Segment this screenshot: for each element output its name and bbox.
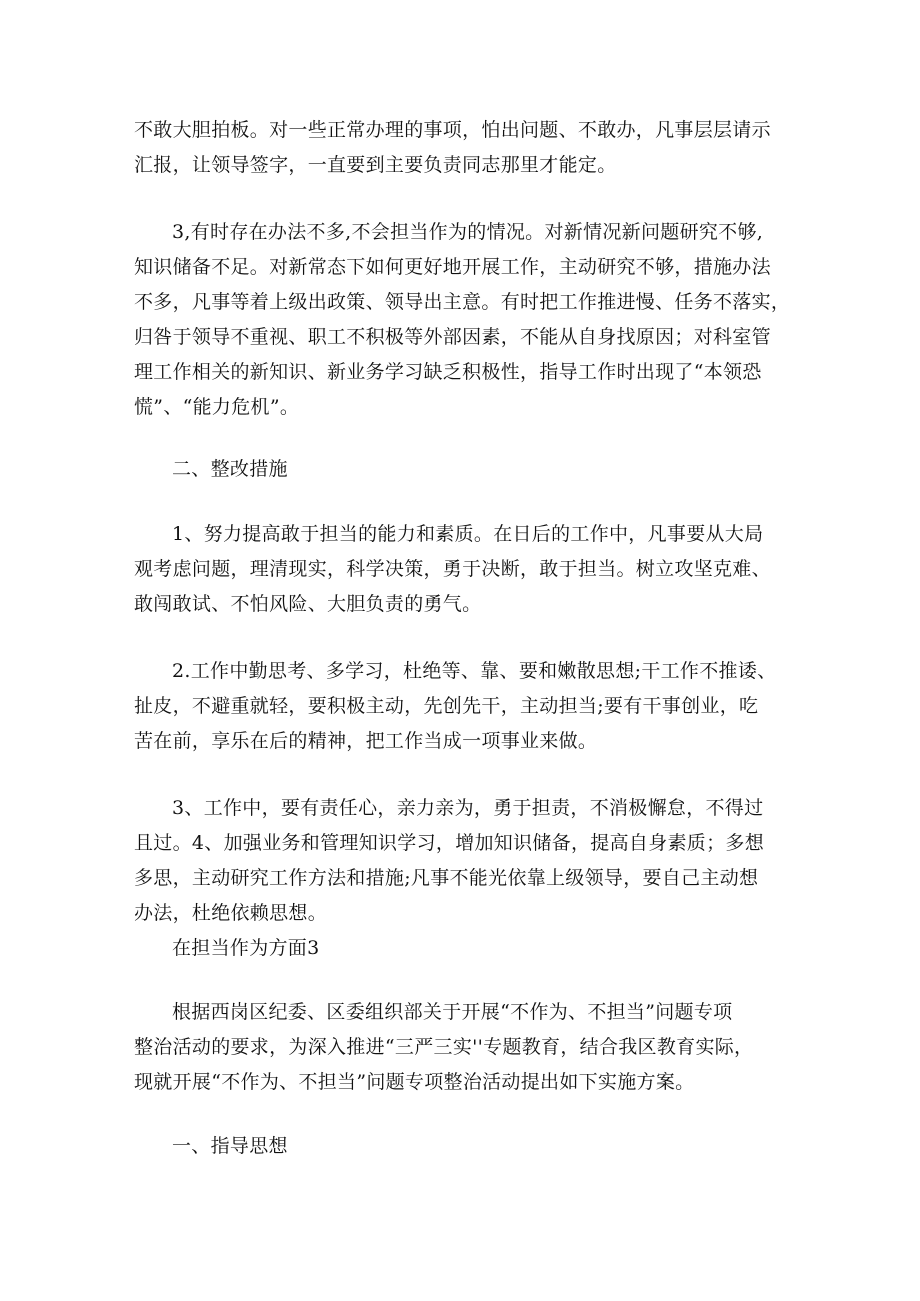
- paragraph-line: 办法，杜绝依赖思想。: [134, 902, 328, 924]
- paragraph-line: 3、工作中，要有责任心，亲力亲为，勇于担责，不消极懈怠，不得过: [172, 797, 764, 819]
- paragraph-line: 慌”、“能力危机”。: [134, 396, 300, 418]
- paragraph-line: 2.工作中勤思考、多学习，杜绝等、靠、要和嫩散思想;干工作不推诿、: [172, 660, 777, 682]
- paragraph-line: 在担当作为方面3: [172, 937, 320, 959]
- paragraph-line: 苦在前，享乐在后的精神，把工作当成一项事业来做。: [134, 730, 598, 752]
- paragraph-line: 现就开展“不作为、不担当”问题专项整治活动提出如下实施方案。: [134, 1071, 695, 1093]
- paragraph-line: 理工作相关的新知识、新业务学习缺乏积极性，指导工作时出现了“本领恐: [134, 361, 762, 383]
- section-heading: 一、指导思想: [172, 1135, 288, 1157]
- paragraph-line: 1、努力提高敢于担当的能力和素质。在日后的工作中，凡事要从大局: [172, 523, 764, 545]
- paragraph-line: 根据西岗区纪委、区委组织部关于开展“不作为、不担当”问题专项: [172, 1001, 733, 1023]
- paragraph-line: 扯皮，不避重就轻，要积极主动，先创先干，主动担当;要有干事创业，吃: [134, 695, 759, 717]
- paragraph-line: 汇报，让领导签字，一直要到主要负责同志那里才能定。: [134, 154, 617, 176]
- paragraph-line: 知识储备不足。对新常态下如何更好地开展工作，主动研究不够，措施办法: [134, 256, 771, 278]
- paragraph-line: 整治活动的要求，为深入推进“三严三实''专题教育，结合我区教育实际，: [134, 1036, 754, 1058]
- paragraph-line: 且过。4、加强业务和管理知识学习，增加知识储备，提高自身素质；多想: [134, 832, 764, 854]
- paragraph-line: 不多，凡事等着上级出政策、领导出主意。有时把工作推进慢、任务不落实，: [134, 291, 791, 313]
- paragraph-line: 不敢大胆拍板。对一些正常办理的事项，怕出问题、不敢办，凡事层层请示: [134, 119, 771, 141]
- paragraph-line: 敢闯敢试、不怕风险、大胆负责的勇气。: [134, 593, 482, 615]
- paragraph-line: 多思，主动研究工作方法和措施;凡事不能光依靠上级领导，要自己主动想: [134, 867, 759, 889]
- section-heading: 二、整改措施: [172, 458, 288, 480]
- paragraph-line: 归咎于领导不重视、职工不积极等外部因素，不能从自身找原因；对科室管: [134, 326, 771, 348]
- paragraph-line: 观考虑问题，理清现实，科学决策，勇于决断，敢于担当。树立攻坚克难、: [134, 558, 771, 580]
- paragraph-line: 3,有时存在办法不多,不会担当作为的情况。对新情况新问题研究不够,: [172, 221, 764, 243]
